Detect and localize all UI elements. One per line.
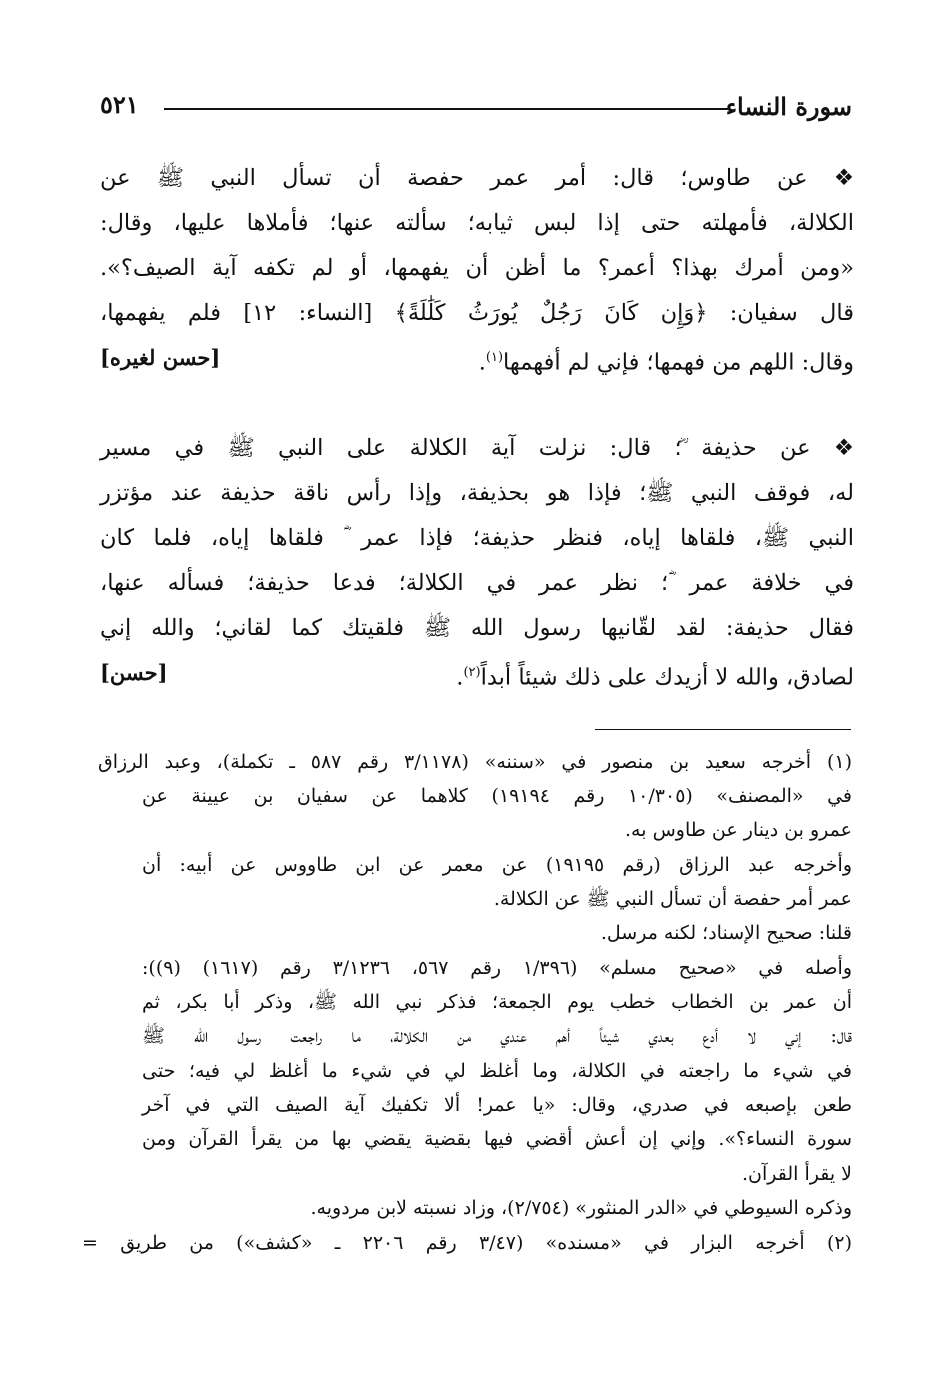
footnote-1-line-13: لا يقرأ القرآن.: [741, 1163, 852, 1185]
footnote-1-line-12: سورة النساء؟». وإني إن أعش أقضي فيها بقضية يقضي بها من يقرأ القرآن ومن: [142, 1128, 852, 1150]
footnote-2-line-1: (٢) أخرجه البزار في «مسنده» (٣/٤٧ رقم ٢٢٠٦ ـ «كشف») من طريق =: [82, 1232, 852, 1254]
hadith-2-line-2: له، فوقف النبي ﷺ؛ فإذا هو بحذيفة، وإذا رأس ناقة حذيفة عند مؤتزر: [100, 480, 854, 506]
footnote-1-line-4: وأخرجه عبد الرزاق (رقم ١٩١٩٥) عن معمر عن ابن طاووس عن أبيه: أن: [142, 854, 852, 876]
footnote-mark-2: (٢): [463, 665, 481, 680]
footnote-1-line-11: طعن بإصبعه في صدري، وقال: «يا عمر! ألا تكفيك آية الصيف التي في آخر: [142, 1094, 852, 1116]
hadith-1-line-4: قال سفيان: ﴿وَإِن كَانَ رَجُلٌ يُورَثُ كَلَٰلَةً﴾ [النساء: ١٢] فلم يفهمها،: [100, 300, 854, 326]
hadith-1-grade: [حسن لغيره]: [100, 345, 221, 370]
hadith-2-end: .: [456, 664, 464, 691]
hadith-2-grade: [حسن]: [100, 660, 168, 685]
footnote-1-line-6: قلنا: صحيح الإسناد؛ لكنه مرسل.: [600, 922, 852, 944]
hadith-2-line-5: فقال حذيفة: لقد لقّانيها رسول الله ﷺ فلقيتك كما لقاني؛ والله إني: [100, 615, 854, 641]
hadith-2-line-6: [100, 650, 854, 696]
hadith-1-line-3: «ومن أمرك بهذا؟ أعمر؟ ما أظن أن يفهمها، أو لم تكفه آية الصيف؟».: [100, 255, 854, 281]
hadith-1-last-text: وقال: اللهم من فهمها؛ فإني لم أفهمها: [503, 349, 854, 376]
footnote-1-line-14: وذكره السيوطي في «الدر المنثور» (٢/٧٥٤)، وزاد نسبته لابن مردويه.: [310, 1197, 852, 1219]
hadith-1-line-1: ❖ عن طاوس؛ قال: أمر عمر حفصة أن تسأل النبي ﷺ عن: [100, 165, 854, 191]
footnote-1-line-5: عمر أمر حفصة أن تسأل النبي ﷺ عن الكلالة.: [493, 888, 852, 910]
footnote-1-line-1: (١) أخرجه سعيد بن منصور في «سننه» (٣/١١٧٨ رقم ٥٨٧ ـ تكملة)، وعبد الرزاق: [98, 751, 852, 773]
hadith-1-end: .: [478, 349, 486, 376]
footnote-1-line-7: وأصله في «صحيح مسلم» (١/٣٩٦ رقم ٥٦٧، ٣/١٢٣٦ رقم (١٦١٧) (٩)):: [142, 957, 852, 979]
footnote-mark-1: (١): [485, 350, 504, 365]
surah-title: سورة النساء: [725, 92, 852, 121]
hadith-2-last-text: لصادق، والله لا أزيدك على ذلك شيئاً أبداً: [480, 664, 854, 691]
footnote-1-line-8: أن عمر بن الخطاب خطب يوم الجمعة؛ فذكر نبي الله ﷺ، وذكر أبا بكر، ثم: [142, 991, 852, 1013]
footnote-1-line-2: في «المصنف» (١٠/٣٠٥ رقم ١٩١٩٤) كلاهما عن سفيان بن عيينة عن: [142, 785, 853, 807]
footnote-separator: [595, 729, 851, 730]
running-header: [100, 88, 852, 128]
hadith-1-line-2: الكلالة، فأمهلته حتى إذا لبس ثيابه؛ سألته عنها؛ فأملاها عليها، وقال:: [100, 210, 854, 236]
header-rule: [164, 108, 728, 110]
footnote-1-line-10: في شيء ما راجعته في الكلالة، وما أغلظ لي في شيء ما أغلظ لي فيه؛ حتى: [142, 1060, 852, 1082]
hadith-2-line-3: النبي ﷺ، فلقاها إياه، فنظر حذيفة؛ فإذا عمر ؓ فلقاها إياه، فلما كان: [100, 525, 854, 551]
footnote-1-line-3: عمرو بن دينار عن طاوس به.: [625, 819, 852, 841]
page-number: ٥٢١: [100, 90, 139, 119]
hadith-2-line-4: في خلافة عمر ؓ؛ نظر عمر في الكلالة؛ فدعا حذيفة؛ فسأله عنها،: [100, 570, 854, 596]
hadith-2-line-1: ❖ عن حذيفة ؓ؛ قال: نزلت آية الكلالة على النبي ﷺ في مسير: [100, 435, 854, 461]
footnote-1-line-9: قال: إني لا أدع بعدي شيئاً أهم عندي من الكلالة، ما راجعت رسول الله ﷺ: [142, 1025, 852, 1047]
